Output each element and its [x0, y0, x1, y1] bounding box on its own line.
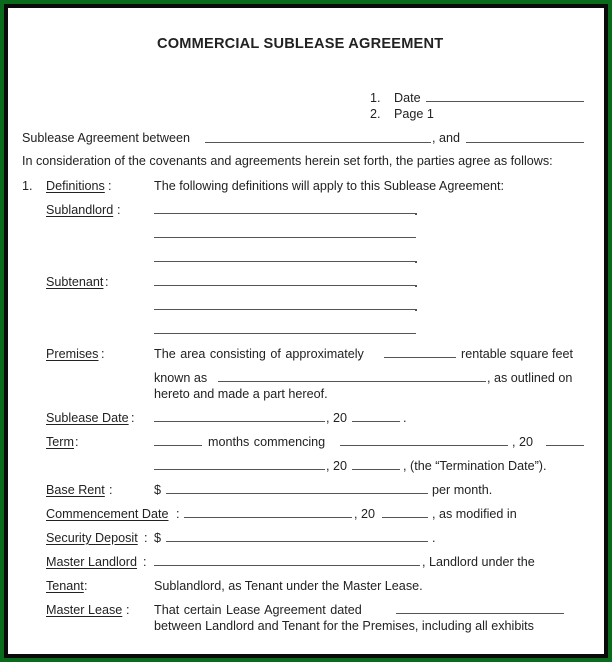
subtenant-blank-3[interactable]	[154, 333, 416, 334]
term-colon: :	[131, 411, 135, 425]
term-end-blank[interactable]	[154, 469, 325, 470]
term-commencing-blank[interactable]	[340, 445, 508, 446]
term-label-base-rent: Base Rent	[46, 483, 105, 497]
security-end: .	[432, 531, 436, 545]
base-rent-blank[interactable]	[166, 493, 428, 494]
between-lead: Sublease Agreement between	[22, 131, 191, 145]
term-label-security-deposit: Security Deposit	[46, 531, 138, 545]
master-lease-text-2: between Landlord and Tenant for the Premises, including all exhibits	[154, 619, 534, 633]
security-deposit-blank[interactable]	[166, 541, 428, 542]
term-label-subtenant: Subtenant	[46, 275, 104, 289]
square-feet-blank[interactable]	[384, 357, 456, 358]
header-item-num: 2.	[370, 107, 381, 121]
premises-text-3: known as	[154, 371, 208, 385]
term-year-2-blank[interactable]	[352, 469, 400, 470]
sublease-year-blank[interactable]	[352, 421, 400, 422]
subtenant-name-blank[interactable]	[466, 142, 584, 143]
commencement-year-blank[interactable]	[382, 517, 428, 518]
term-year-1-blank[interactable]	[546, 445, 584, 446]
termination-date-text: , (the “Termination Date”).	[403, 459, 547, 473]
term-label-commencement-date: Commencement Date	[46, 507, 169, 521]
term-colon: :	[176, 507, 180, 521]
document-page	[8, 8, 604, 654]
term-label-term: Term	[46, 435, 74, 449]
consideration-text: In consideration of the covenants and agreements herein set forth, the parties agree as follows:	[22, 154, 553, 168]
base-rent-dollar: $	[154, 483, 162, 497]
subtenant-blank-1[interactable]	[154, 285, 416, 286]
commencement-year: , 20	[354, 507, 376, 521]
premises-text-5: hereto and made a part hereof.	[154, 387, 328, 401]
term-label-master-lease: Master Lease	[46, 603, 123, 617]
term-colon: :	[105, 275, 109, 289]
master-lease-text-1: That certain Lease Agreement dated	[154, 603, 362, 617]
document-title: COMMERCIAL SUBLEASE AGREEMENT	[157, 36, 444, 52]
term-colon: :	[84, 579, 88, 593]
sublandlord-blank-2[interactable]	[154, 237, 416, 238]
header-item-label: Date	[394, 91, 421, 105]
term-colon: :	[143, 555, 147, 569]
commencement-modified: , as modified in	[432, 507, 517, 521]
term-colon: :	[101, 347, 105, 361]
master-lease-date-blank[interactable]	[396, 613, 564, 614]
line-end-dot	[415, 285, 417, 287]
sublandlord-blank-1[interactable]	[154, 213, 416, 214]
commencement-date-blank[interactable]	[184, 517, 352, 518]
term-colon: :	[144, 531, 148, 545]
term-colon: :	[117, 203, 121, 217]
term-colon: :	[126, 603, 130, 617]
premises-text-1: The area consisting of approximately	[154, 347, 364, 361]
term-colon: :	[109, 483, 113, 497]
term-label-master-landlord: Master Landlord	[46, 555, 138, 569]
section-heading-colon: :	[108, 179, 112, 193]
term-months-blank[interactable]	[154, 445, 202, 446]
subtenant-blank-2[interactable]	[154, 309, 416, 310]
term-label-tenant: Tenant	[46, 579, 84, 593]
term-label-sublease-date: Sublease Date	[46, 411, 129, 425]
master-landlord-blank[interactable]	[154, 565, 420, 566]
sublease-date-end: .	[403, 411, 407, 425]
line-end-dot	[415, 213, 417, 215]
tenant-text: Sublandlord, as Tenant under the Master Lease.	[154, 579, 423, 593]
premises-text-4: , as outlined on	[487, 371, 573, 385]
master-landlord-text: , Landlord under the	[422, 555, 535, 569]
date-blank[interactable]	[426, 101, 584, 102]
section-heading: Definitions	[46, 179, 105, 193]
term-year-1: , 20	[512, 435, 534, 449]
header-item-label: Page 1	[394, 107, 434, 121]
term-colon: :	[75, 435, 79, 449]
premises-text-2: rentable square feet	[461, 347, 574, 361]
sublandlord-name-blank[interactable]	[205, 142, 431, 143]
security-dollar: $	[154, 531, 162, 545]
known-as-blank[interactable]	[218, 381, 486, 382]
line-end-dot	[415, 309, 417, 311]
term-year-2: , 20	[326, 459, 348, 473]
between-and: , and	[432, 131, 461, 145]
sublease-date-year: , 20	[326, 411, 348, 425]
section-intro: The following definitions will apply to this Sublease Agreement:	[154, 179, 505, 193]
header-item-num: 1.	[370, 91, 381, 105]
sublandlord-blank-3[interactable]	[154, 261, 416, 262]
term-label-sublandlord: Sublandlord	[46, 203, 114, 217]
section-number: 1.	[22, 179, 33, 193]
term-label-premises: Premises	[46, 347, 99, 361]
sublease-date-blank[interactable]	[154, 421, 325, 422]
base-rent-per-month: per month.	[432, 483, 493, 497]
term-months-text: months commencing	[208, 435, 326, 449]
line-end-dot	[415, 261, 417, 263]
